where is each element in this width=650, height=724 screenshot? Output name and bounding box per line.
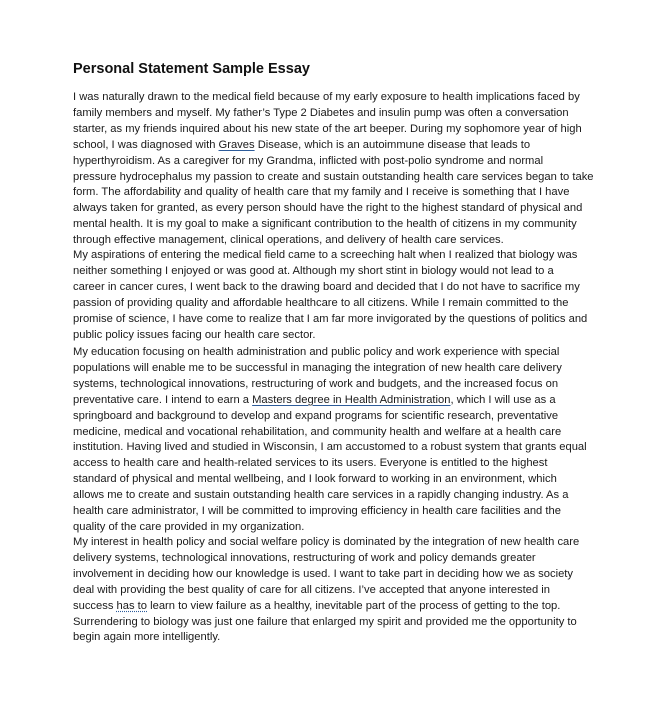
paragraph-line: hyperthyroidism. As a caregiver for my Grandma, inflicted with post-polio syndrome and normal: [73, 154, 544, 167]
line-text: school, I was diagnosed with: [73, 138, 219, 151]
paragraph-line: delivery systems, technological innovations, restructuring of work and policy demands greater: [73, 551, 536, 564]
line-text: preventative care. I intend to earn a: [73, 393, 253, 406]
paragraph-1: [73, 90, 594, 249]
paragraph-line: institution. Having lived and studied in Wisconsin, I am accustomed to a robust system that grants equal: [73, 441, 587, 454]
paragraph-line: pressure hydrocephalus my passion to create and sustain outstanding health care services began to take: [73, 170, 594, 183]
line-text: learn to view failure as a healthy, inevitable part of the process of getting to the top.: [147, 599, 561, 612]
paragraph-line: form. The affordability and quality of health care that my family and I receive is something that I have: [73, 186, 570, 199]
paragraph-line: mental health. It is my goal to make a significant contribution to the health of citizens in my community: [73, 218, 577, 231]
paragraph-line: standard of physical and mental wellbeing, and I look forward to working in an environment, which: [73, 473, 557, 486]
paragraph-line: starter, as my friends inquired about his new state of the art beeper. During my sophomore year of high: [73, 122, 582, 135]
paragraph-line: involvement in deciding how our knowledge is used. I want to take part in deciding how we as society: [73, 567, 573, 580]
paragraph-line: [73, 138, 583, 154]
grammar-flag[interactable]: has to: [116, 599, 148, 612]
paragraph-line: I was naturally drawn to the medical field because of my early exposure to health implications faced by: [73, 91, 580, 103]
paragraph-line: allows me to create and sustain outstanding health care services in a rapidly changing industry. As a: [73, 489, 569, 502]
line-text: , which I will use as a: [450, 393, 556, 406]
paragraph-line: career in cancer cures, I went back to the drawing board and decided that I do not have to sacrifice my: [73, 280, 580, 293]
paragraph-line: public policy issues facing our health care sector.: [73, 328, 316, 341]
paragraph-line: health care administrator, I will be committed to improving efficiency in health care facilities and the: [73, 505, 561, 518]
paragraph-2: [73, 248, 588, 343]
paragraph-line: begin again more intelligently.: [73, 631, 221, 644]
paragraph-line: My aspirations of entering the medical field came to a screeching halt when I realized that biology was: [73, 249, 578, 261]
paragraph-line: quality of the care provided in my organization.: [73, 520, 305, 533]
paragraph-line: [73, 599, 583, 615]
paragraph-line: My interest in health policy and social welfare policy is dominated by the integration of new health care: [73, 536, 580, 548]
paragraph-line: access to health care and health-related services to its users. Everyone is entitled to the highest: [73, 457, 548, 470]
line-text: Disease, which is an autoimmune disease that leads to: [254, 138, 531, 151]
paragraph-line: passion of providing quality and affordable healthcare to all citizens. While I remain committed to the: [73, 296, 569, 309]
paragraph-line: deal with providing the best quality of care for all citizens. I’ve accepted that anyone interested in: [73, 583, 550, 596]
paragraph-line: systems, technological innovations, restructuring of work and budgets, and the increased focus on: [73, 377, 559, 390]
paragraph-3: [73, 345, 587, 536]
paragraph-line: populations will enable me to be successful in managing the integration of new health care delivery: [73, 361, 562, 374]
masters-degree-link[interactable]: Masters degree in Health Administration: [252, 393, 451, 406]
paragraph-line: Surrendering to biology was just one failure that enlarged my spirit and provided me the opportunity to: [73, 615, 577, 628]
paragraph-line: springboard and background to develop and expand programs for scientific research, preventative: [73, 409, 559, 422]
paragraph-line: medicine, medical and vocational rehabilitation, and community health and welfare at a health care: [73, 425, 562, 438]
paragraph-line: My education focusing on health administration and public policy and work experience with special: [73, 346, 560, 358]
line-text: success: [73, 599, 117, 612]
graves-link[interactable]: Graves: [218, 138, 255, 151]
paragraph-line: [73, 393, 583, 409]
paragraph-line: through effective management, clinical operations, and delivery of health care services.: [73, 234, 504, 247]
paragraph-line: always taken for granted, as every person should have the right to the highest standard of physical and: [73, 202, 583, 215]
document-title: Personal Statement Sample Essay: [73, 61, 310, 77]
paragraph-line: neither something I enjoyed or was good at. Although my short stint in biology would not lead to a: [73, 264, 554, 277]
paragraph-line: family members and myself. My father’s Type 2 Diabetes and insulin pump was often a conversation: [73, 106, 569, 119]
paragraph-line: promise of science, I have come to realize that I am far more invigorated by the questions of politics and: [73, 312, 588, 325]
paragraph-4: [73, 535, 583, 646]
